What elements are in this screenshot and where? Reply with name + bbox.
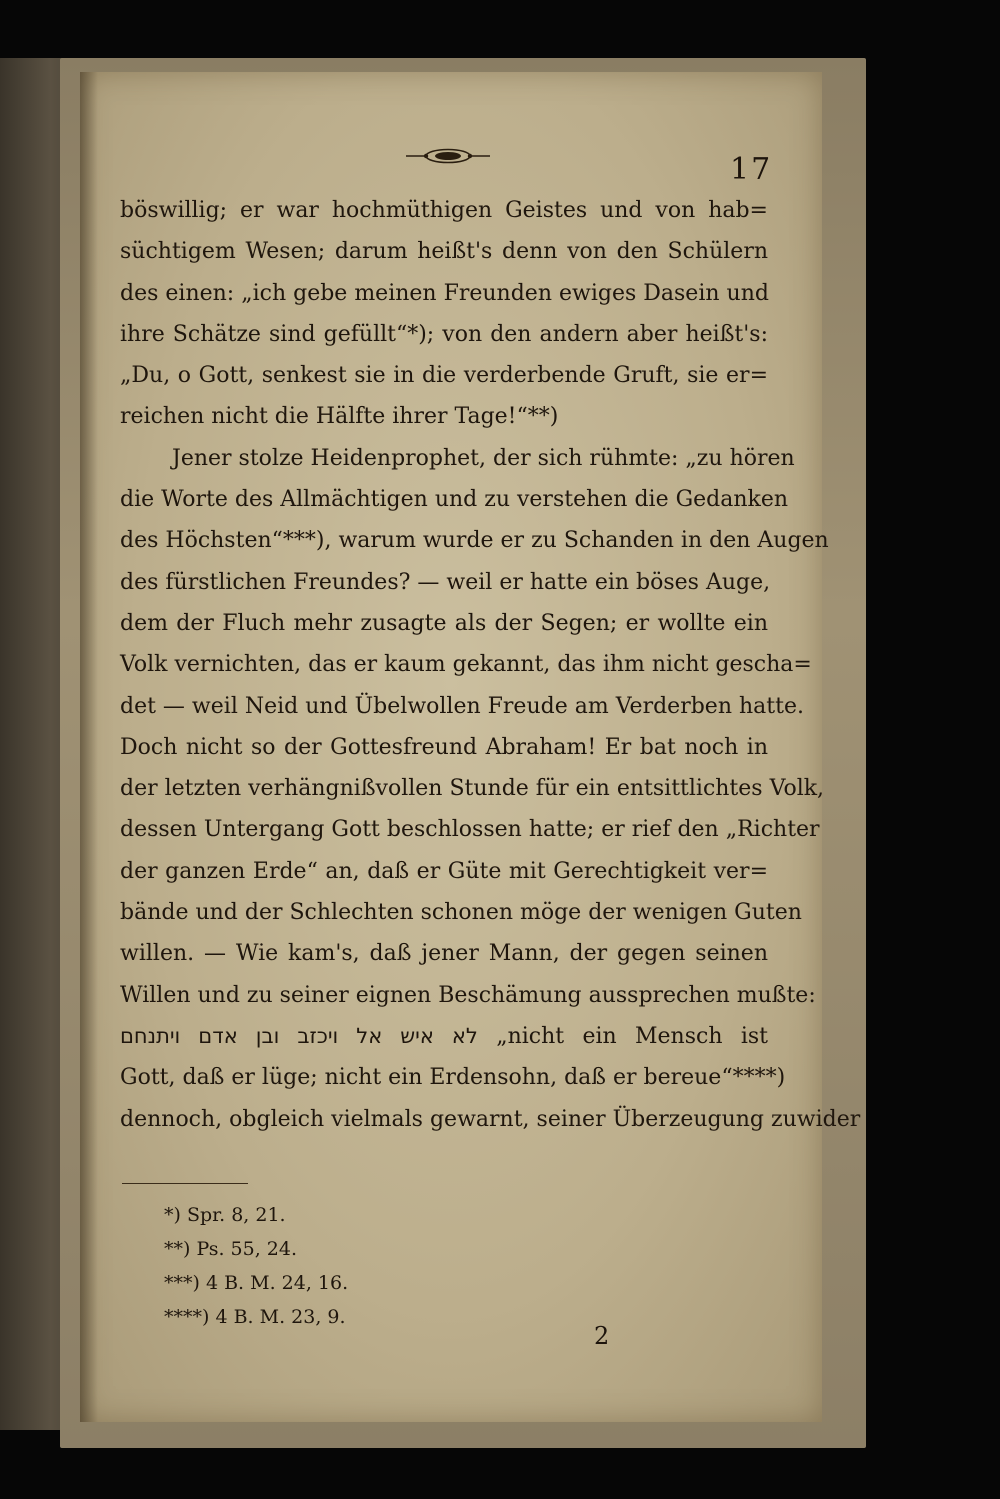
footnote: *) Spr. 8, 21.: [164, 1204, 286, 1226]
hebrew-quote-line: [120, 1016, 768, 1057]
text-line: der ganzen Erde“ an, daß er Güte mit Gerechtigkeit ver=: [120, 858, 768, 884]
text-line: Gott, daß er lüge; nicht ein Erdensohn, daß er bereue“****): [120, 1065, 786, 1091]
main-text: [120, 190, 861, 1140]
text-line: reichen nicht die Hälfte ihrer Tage!“**): [120, 404, 559, 430]
text-line: ihre Schätze sind gefüllt“*); von den andern aber heißt's:: [120, 321, 768, 347]
footnote: **) Ps. 55, 24.: [164, 1238, 298, 1260]
book-page: [80, 72, 861, 1422]
text-line: böswillig; er war hochmüthigen Geistes und von hab=: [120, 198, 768, 223]
text-line: des einen: „ich gebe meinen Freunden ewiges Dasein und: [120, 280, 769, 306]
text-line: des Höchsten“***), warum wurde er zu Schanden in den Augen: [120, 528, 829, 554]
text-line: dennoch, obgleich vielmals gewarnt, seiner Überzeugung zuwider: [120, 1106, 861, 1132]
page-number: 17: [730, 152, 773, 187]
text-line: die Worte des Allmächtigen und zu verstehen die Gedanken: [120, 487, 789, 513]
footnote: ****) 4 B. M. 23, 9.: [164, 1306, 346, 1328]
text-line: willen. — Wie kam's, daß jener Mann, der gegen seinen: [120, 941, 768, 967]
footnotes: [164, 1198, 348, 1334]
text-line: der letzten verhängnißvollen Stunde für ein entsittlichtes Volk,: [120, 776, 825, 802]
ornament-icon: [406, 148, 490, 164]
quote-translation: „nicht ein Mensch ist: [496, 1023, 768, 1049]
text-line: det — weil Neid und Übelwollen Freude am Verderben hatte.: [120, 693, 804, 719]
hebrew-quote: לא איש אל ויכזב ובן אדם ויתנחם: [120, 1023, 478, 1048]
page-gutter-shadow: [80, 72, 98, 1422]
footnote-rule: [122, 1183, 248, 1184]
text-line: „Du, o Gott, senkest sie in die verderbende Gruft, sie er=: [120, 363, 768, 389]
text-line: süchtigem Wesen; darum heißt's denn von den Schülern: [120, 239, 768, 265]
text-line: des fürstlichen Freundes? — weil er hatte ein böses Auge,: [120, 569, 771, 595]
text-line: Willen und zu seiner eignen Beschämung aussprechen mußte:: [120, 982, 816, 1008]
text-line: bände und der Schlechten schonen möge der wenigen Guten: [120, 900, 802, 926]
text-line: Volk vernichten, das er kaum gekannt, das ihm nicht gescha=: [120, 652, 812, 678]
text-line: dessen Untergang Gott beschlossen hatte; er rief den „Richter: [120, 817, 820, 843]
text-line: Jener stolze Heidenprophet, der sich rühmte: „zu hören: [172, 445, 795, 471]
footnote: ***) 4 B. M. 24, 16.: [164, 1272, 349, 1294]
signature-mark: 2: [594, 1322, 610, 1350]
text-line: Doch nicht so der Gottesfreund Abraham! Er bat noch in: [120, 734, 768, 760]
text-line: dem der Fluch mehr zusagte als der Segen; er wollte ein: [120, 610, 768, 636]
